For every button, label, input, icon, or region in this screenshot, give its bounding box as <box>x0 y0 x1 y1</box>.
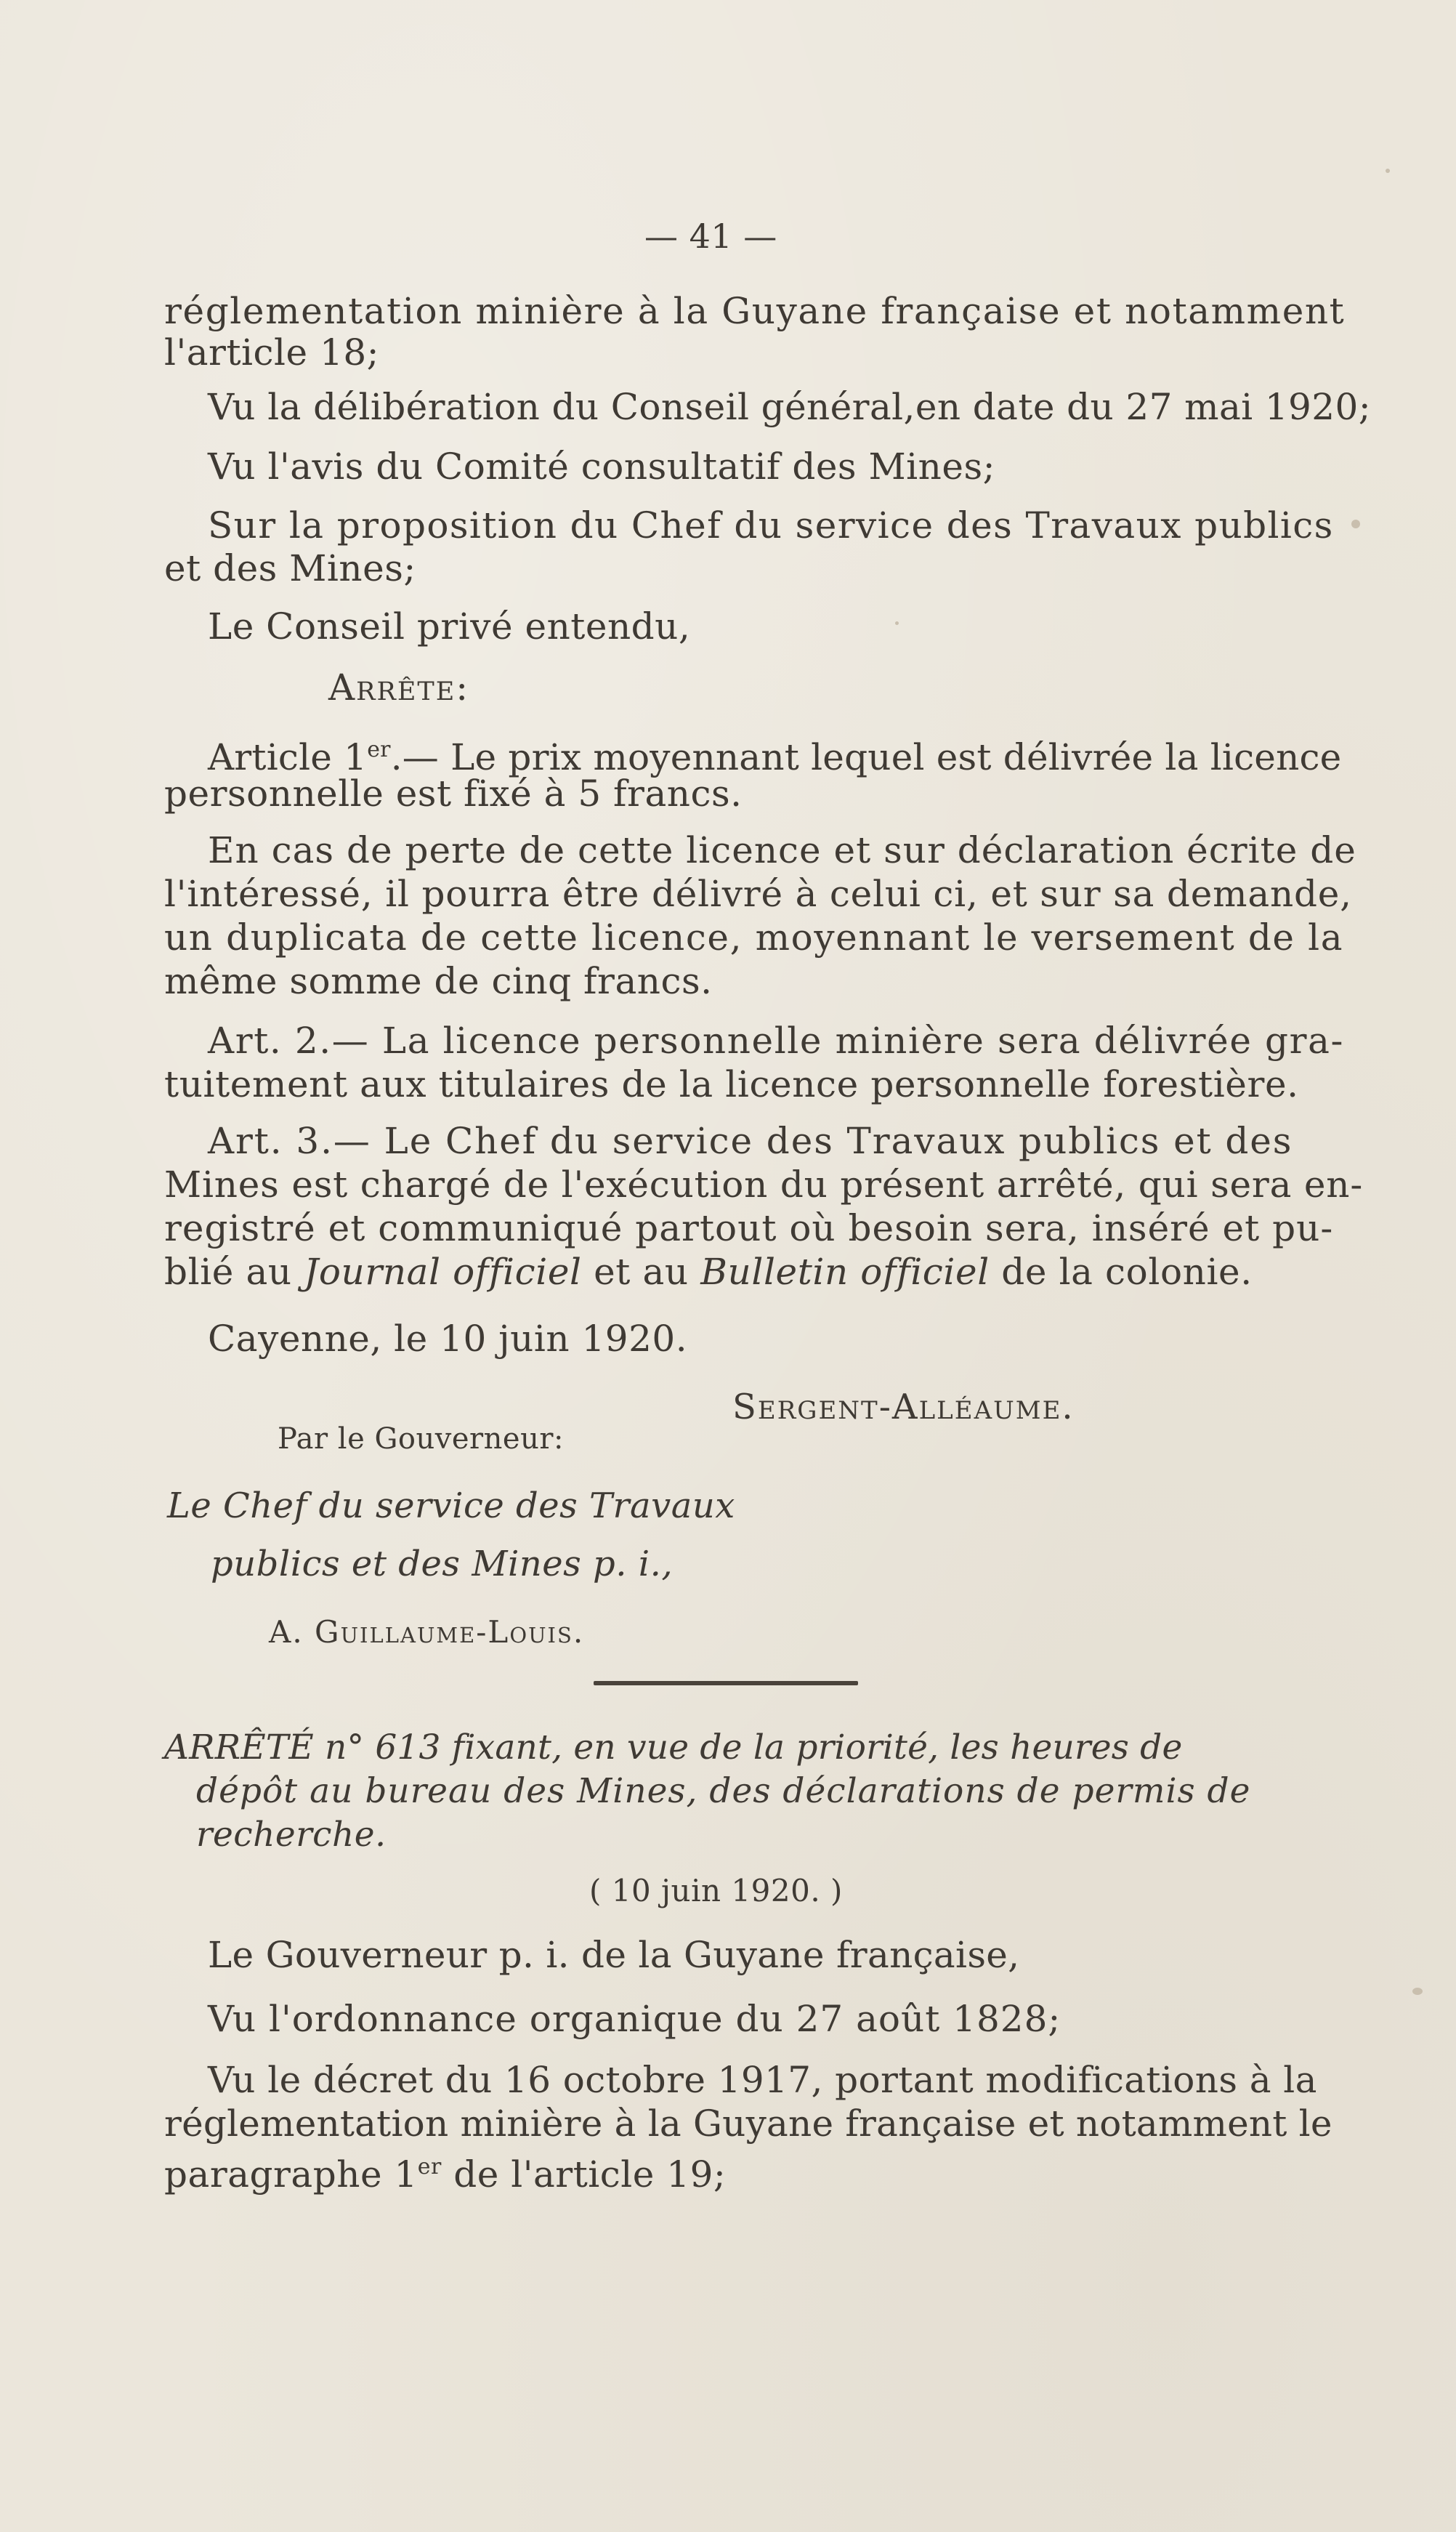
text-line: et des Mines; <box>164 547 416 589</box>
paper-speck <box>895 621 899 625</box>
section-heading: Arrête: <box>328 666 470 709</box>
text: blié au <box>164 1251 304 1293</box>
text: et au <box>581 1251 701 1293</box>
signature: Sergent-Alléaume. <box>732 1387 1075 1427</box>
text-line: Vu l'avis du Comité consultatif des Mines; <box>208 445 995 488</box>
decree-title: dépôt au bureau des Mines, des déclarations de permis de <box>196 1771 1251 1811</box>
text-line: Vu l'ordonnance organique du 27 août 1828; <box>208 1998 1061 2040</box>
date-line: Cayenne, le 10 juin 1920. <box>208 1318 688 1360</box>
separator-rule <box>594 1681 858 1685</box>
text-line: Vu la délibération du Conseil général,en date du 27 mai 1920; <box>208 386 1371 428</box>
text-line: l'article 18; <box>164 331 379 374</box>
paper-speck <box>1351 520 1360 528</box>
par-le-gouverneur: Par le Gouverneur: <box>278 1422 564 1456</box>
text-line: tuitement aux titulaires de la licence personnelle forestière. <box>164 1063 1299 1105</box>
chef-title-line: publics et des Mines p. i., <box>211 1544 674 1584</box>
text-line: l'intéressé, il pourra être délivré à celui ci, et sur sa demande, <box>164 873 1352 915</box>
bulletin-title: Bulletin officiel <box>700 1251 990 1293</box>
paper-speck <box>1386 169 1390 173</box>
superscript: er <box>367 737 391 762</box>
article-1-label: Article 1 <box>208 736 368 778</box>
text-line: Art. 3.— Le Chef du service des Travaux publics et des <box>208 1120 1293 1162</box>
text-line: En cas de perte de cette licence et sur déclaration écrite de <box>208 829 1356 871</box>
decree-title: recherche. <box>196 1815 387 1855</box>
decree-date: ( 10 juin 1920. ) <box>589 1873 843 1908</box>
text-line: Le Gouverneur p. i. de la Guyane française, <box>208 1934 1020 1976</box>
page-number: — 41 — <box>644 217 777 256</box>
text-line: Sur la proposition du Chef du service des Travaux publics <box>208 504 1334 547</box>
text-line: Le Conseil privé entendu, <box>208 605 691 648</box>
journal-title: Journal officiel <box>304 1251 582 1293</box>
text: de l'article 19; <box>441 2153 727 2196</box>
text-line: réglementation minière à la Guyane française et notamment le <box>164 2102 1332 2145</box>
text-line: Art. 2.— La licence personnelle minière sera délivrée gra- <box>208 1020 1345 1062</box>
text-line <box>164 1250 1253 1294</box>
text: de la colonie. <box>989 1251 1253 1293</box>
text-line: réglementation minière à la Guyane française et notamment <box>164 290 1346 332</box>
text-line: Mines est chargé de l'exécution du présent arrêté, qui sera en- <box>164 1164 1364 1206</box>
text-line: Vu le décret du 16 octobre 1917, portant modifications à la <box>208 2059 1317 2101</box>
text-line: personnelle est fixé à 5 francs. <box>164 773 743 815</box>
superscript: er <box>417 2154 442 2180</box>
text-line: registré et communiqué partout où besoin sera, inséré et pu- <box>164 1207 1334 1249</box>
signatory: A. Guillaume-Louis. <box>269 1614 585 1650</box>
text-line: un duplicata de cette licence, moyennant le versement de la <box>164 916 1344 959</box>
paper-speck <box>1412 1988 1423 1995</box>
chef-title-line: Le Chef du service des Travaux <box>167 1485 735 1526</box>
text-line: même somme de cinq francs. <box>164 960 713 1002</box>
text: paragraphe 1 <box>164 2153 418 2196</box>
article-1-text: .— Le prix moyennant lequel est délivrée la licence <box>390 736 1342 778</box>
text-line <box>164 2145 726 2196</box>
decree-title: ARRÊTÉ n° 613 fixant, en vue de la priorité, les heures de <box>164 1727 1183 1767</box>
